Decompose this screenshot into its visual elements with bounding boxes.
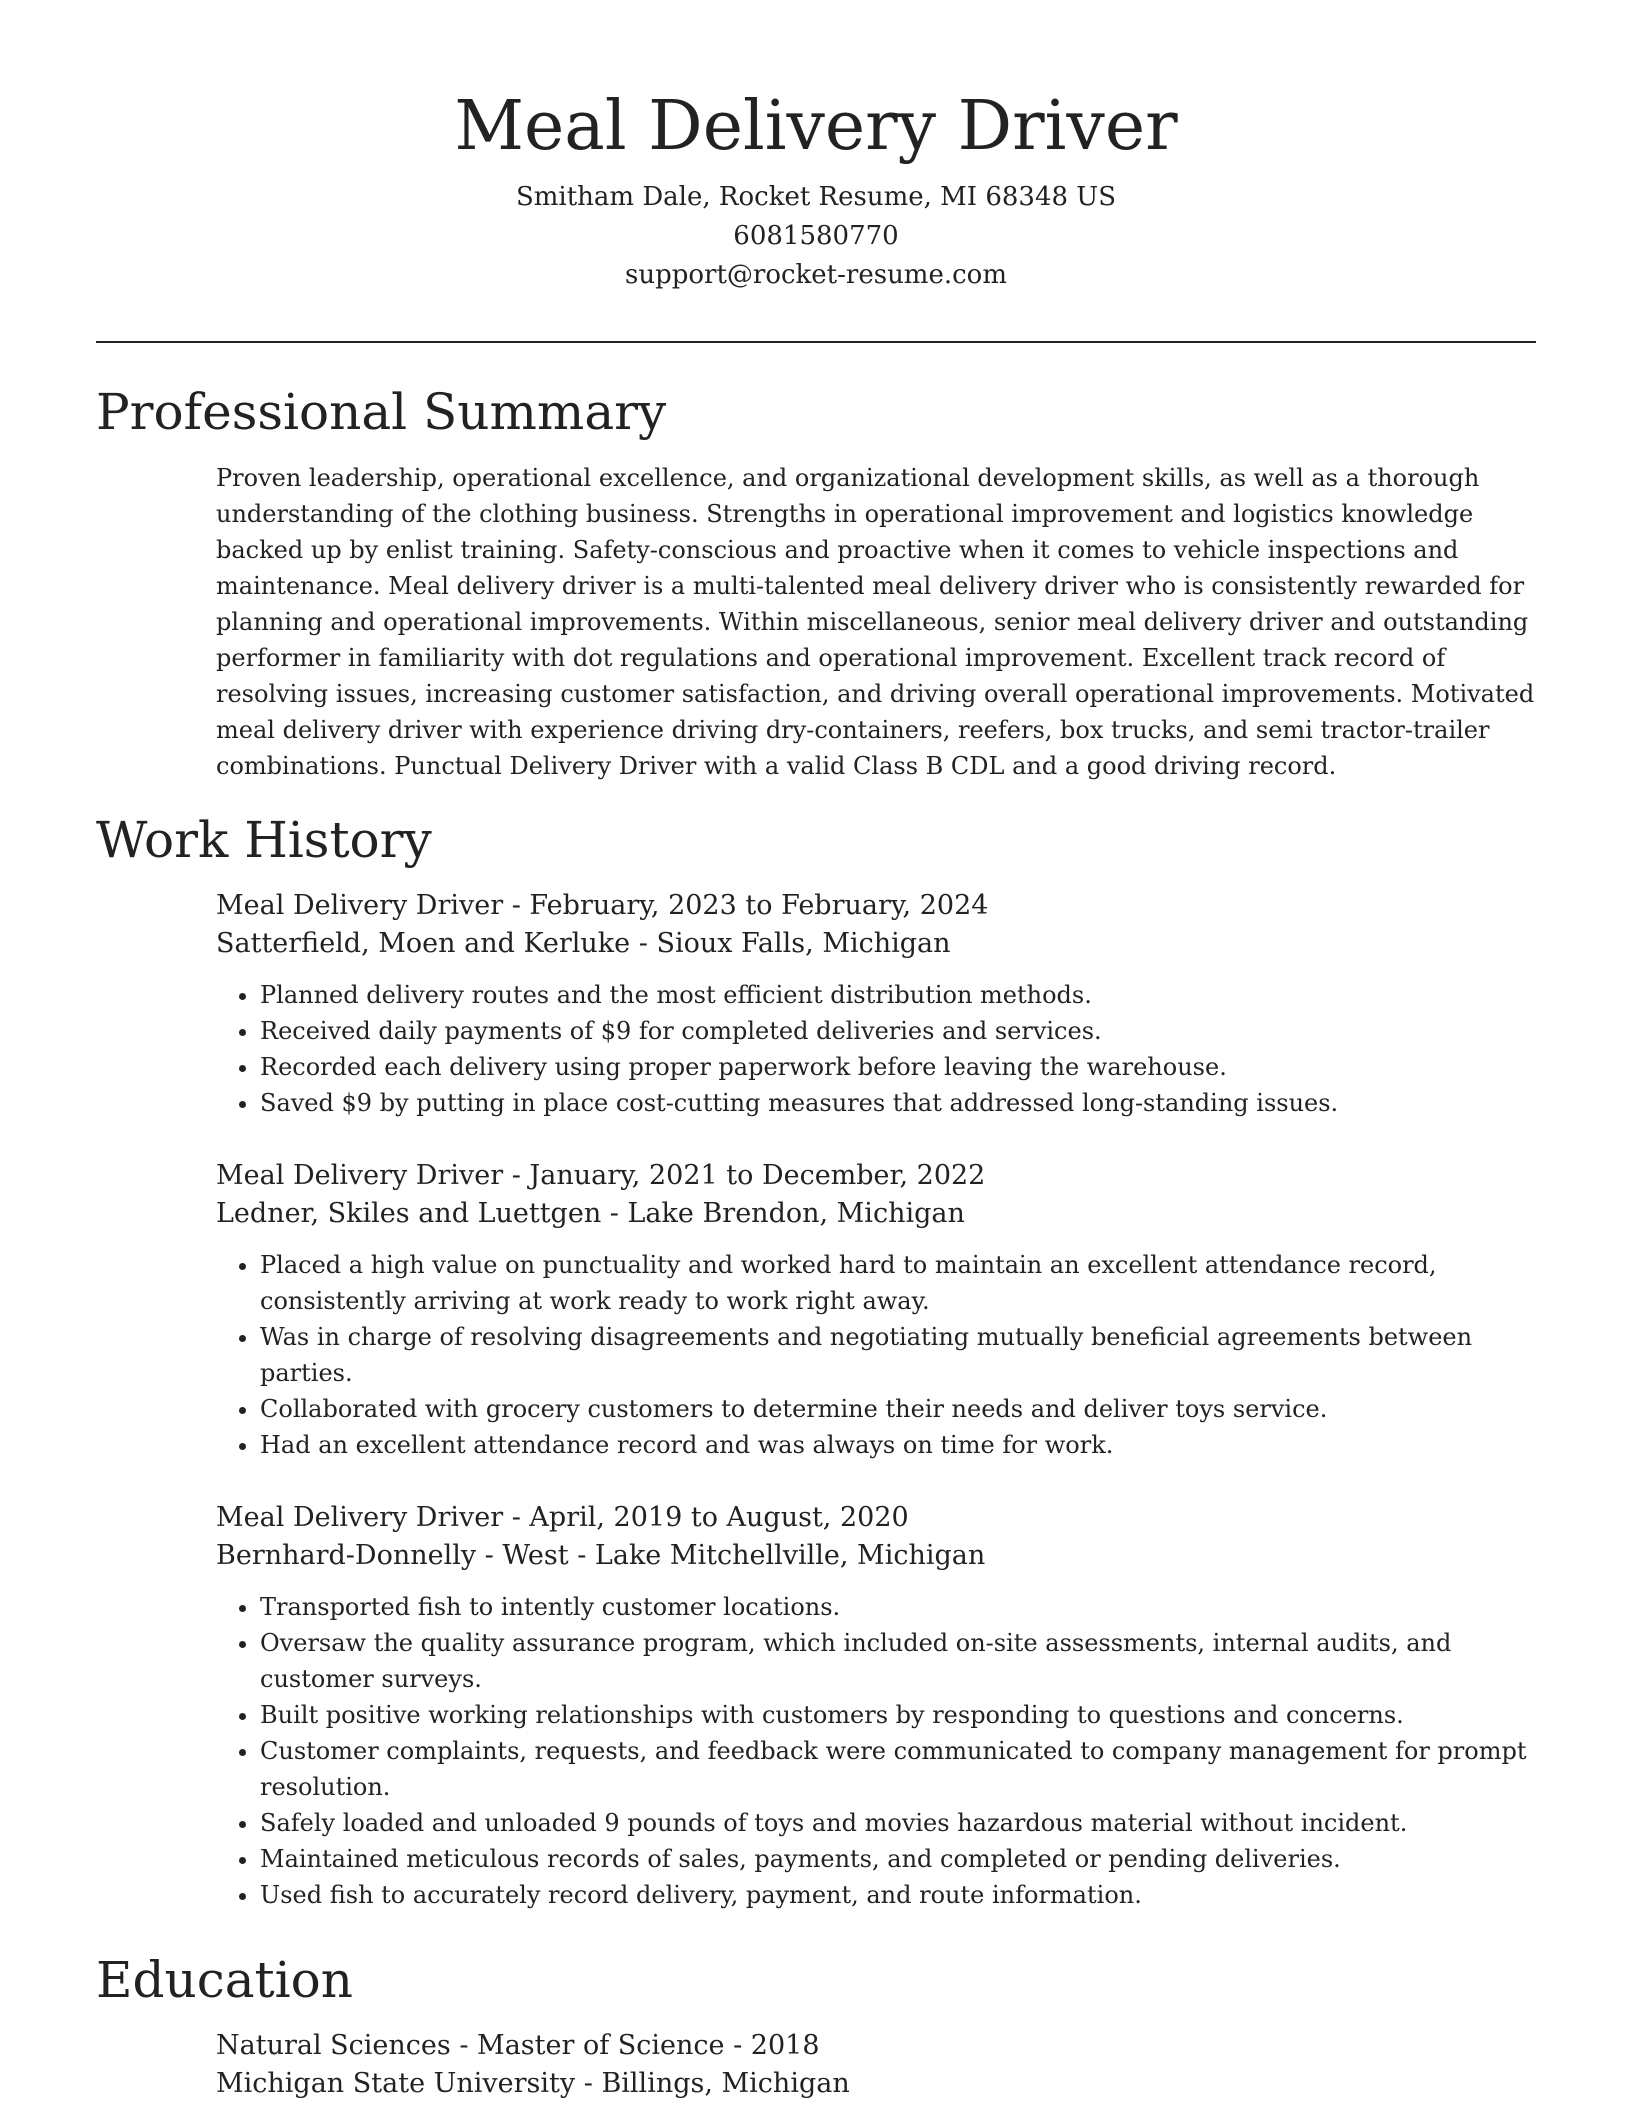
header-divider — [96, 341, 1536, 343]
job-bullet: • Built positive working relationships with customers by responding to questions and concerns. — [260, 1697, 1536, 1733]
job-company-line — [216, 1195, 1536, 1233]
contact-phone: 6081580770 — [733, 221, 899, 251]
job-bullet: • Maintained meticulous records of sales, payments, and completed or pending deliveries. — [260, 1841, 1536, 1877]
job-bullets — [216, 977, 1536, 1121]
contact-address: Smitham Dale, Rocket Resume, MI 68348 US — [515, 182, 1117, 212]
summary-section — [216, 460, 1536, 784]
job-role: Meal Delivery Driver — [216, 1502, 504, 1533]
job-bullet: • Saved $9 by putting in place cost-cutting measures that addressed long-standing issues. — [260, 1085, 1536, 1121]
job-bullet: • Planned delivery routes and the most efficient distribution methods. — [260, 977, 1536, 1013]
job-dates: - February, 2023 to February, 2024 — [503, 890, 989, 921]
job-entry — [216, 1157, 1536, 1463]
job-bullet: • Recorded each delivery using proper paperwork before leaving the warehouse. — [260, 1049, 1536, 1085]
job-title-line — [216, 1157, 1536, 1195]
education-location: - Billings, Michigan — [575, 2068, 850, 2099]
job-role: Meal Delivery Driver — [216, 1160, 504, 1191]
education-school-line — [216, 2065, 1536, 2103]
job-entry — [216, 887, 1536, 1121]
job-bullet: • Customer complaints, requests, and feedback were communicated to company management for prompt resolution. — [260, 1733, 1536, 1805]
job-company: Bernhard-Donnelly - West — [216, 1540, 569, 1571]
job-bullet: • Placed a high value on punctuality and worked hard to maintain an excellent attendance record, consistently arriving at work ready to work right away. — [260, 1247, 1536, 1319]
job-company-line — [216, 925, 1536, 963]
job-bullet: • Transported fish to intently customer locations. — [260, 1589, 1536, 1625]
job-bullets — [216, 1589, 1536, 1913]
candidate-title: Meal Delivery Driver — [454, 87, 1178, 166]
summary-text: Proven leadership, operational excellence, and organizational development skills, as well as a thorough understanding of the clothing business. Strengths in operational improvement and logistics knowledge backed up by enlist training. Safety-conscious and proactive when it comes to vehicle inspections and maintenance. Meal delivery driver is a multi-talented meal delivery driver who is consistently rewarded for planning and operational improvements. Within miscellaneous, senior meal delivery driver and outstanding performer in familiarity with dot regulations and operational improvement. Excellent track record of resolving issues, increasing customer satisfaction, and driving overall operational improvements. Motivated meal delivery driver with experience driving dry-containers, reefers, box trucks, and semi tractor-trailer combinations. Punctual Delivery Driver with a valid Class B CDL and a good driving record. — [216, 464, 1535, 780]
job-entry — [216, 1499, 1536, 1913]
job-bullets — [216, 1247, 1536, 1463]
job-bullet: • Had an excellent attendance record and was always on time for work. — [260, 1427, 1536, 1463]
job-company: Satterfield, Moen and Kerluke — [216, 928, 631, 959]
education-school: Michigan State University — [216, 2068, 576, 2099]
job-title-line — [216, 887, 1536, 925]
job-dates: - January, 2021 to December, 2022 — [503, 1160, 986, 1191]
job-role: Meal Delivery Driver — [216, 890, 504, 921]
job-title-line — [216, 1499, 1536, 1537]
job-location: - Lake Brendon, Michigan — [601, 1198, 965, 1229]
work-history-section — [216, 887, 1536, 1949]
job-company: Ledner, Skiles and Luettgen — [216, 1198, 602, 1229]
job-bullet: • Safely loaded and unloaded 9 pounds of toys and movies hazardous material without incident. — [260, 1805, 1536, 1841]
education-degree: Natural Sciences - Master of Science - 2018 — [216, 2030, 820, 2061]
summary-heading: Professional Summary — [96, 383, 667, 441]
job-bullet: • Used fish to accurately record delivery, payment, and route information. — [260, 1877, 1536, 1913]
job-bullet: • Collaborated with grocery customers to determine their needs and deliver toys service. — [260, 1391, 1536, 1427]
education-section — [216, 2027, 1536, 2103]
contact-email: support@rocket-resume.com — [624, 260, 1007, 290]
job-location: - Sioux Falls, Michigan — [630, 928, 951, 959]
job-company-line — [216, 1537, 1536, 1575]
job-bullet: • Received daily payments of $9 for completed deliveries and services. — [260, 1013, 1536, 1049]
job-bullet: • Was in charge of resolving disagreements and negotiating mutually beneficial agreements between parties. — [260, 1319, 1536, 1391]
work-history-heading: Work History — [96, 811, 432, 869]
job-bullet: • Oversaw the quality assurance program, which included on-site assessments, internal audits, and customer surveys. — [260, 1625, 1536, 1697]
job-location: - Lake Mitchellville, Michigan — [568, 1540, 986, 1571]
job-dates: - April, 2019 to August, 2020 — [503, 1502, 909, 1533]
resume-header — [96, 84, 1536, 295]
education-heading: Education — [96, 1951, 353, 2009]
